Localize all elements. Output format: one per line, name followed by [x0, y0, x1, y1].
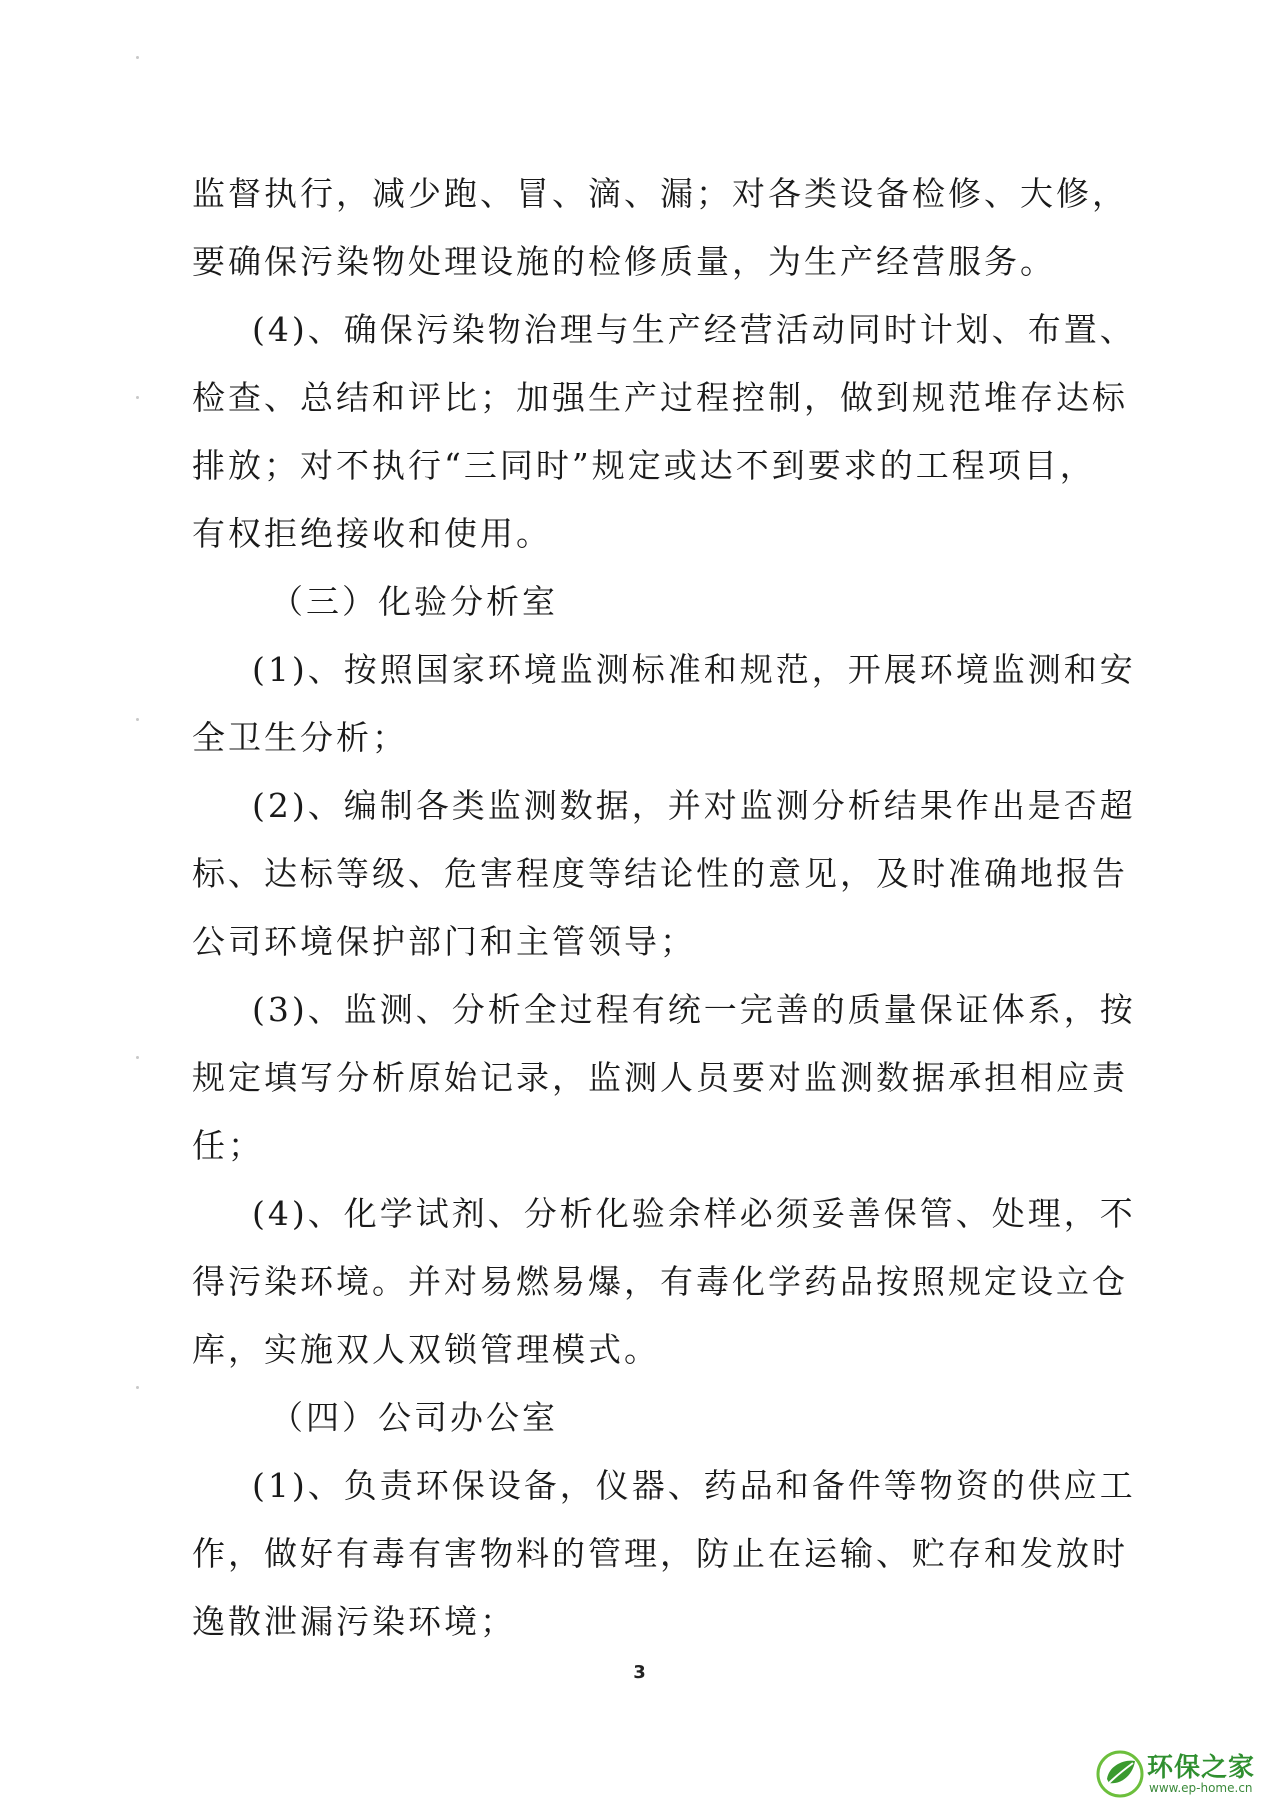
scan-speck: [136, 1056, 139, 1059]
text-line: 排放；对不执行“三同时”规定或达不到要求的工程项目，: [192, 446, 1096, 485]
scan-speck: [136, 718, 139, 721]
scan-speck: [136, 396, 139, 399]
text-line: 全卫生分析；: [192, 718, 408, 757]
paragraph-start: (2)、编制各类监测数据，并对监测分析结果作出是否超: [252, 786, 1136, 825]
text-line: 标、达标等级、危害程度等结论性的意见，及时准确地报告: [192, 854, 1128, 893]
text-line: 作，做好有毒有害物料的管理，防止在运输、贮存和发放时: [192, 1534, 1128, 1573]
text-line: 公司环境保护部门和主管领导；: [192, 922, 696, 961]
section-heading: （四）公司办公室: [270, 1398, 558, 1437]
text-line: 任；: [192, 1126, 264, 1165]
text-line: 得污染环境。并对易燃易爆，有毒化学药品按照规定设立仓: [192, 1262, 1128, 1301]
text-line: 监督执行，减少跑、冒、滴、漏；对各类设备检修、大修，: [192, 174, 1128, 213]
paragraph-start: (3)、监测、分析全过程有统一完善的质量保证体系，按: [252, 990, 1136, 1029]
page-number: 3: [633, 1662, 646, 1683]
text-line: 规定填写分析原始记录，监测人员要对监测数据承担相应责: [192, 1058, 1128, 1097]
section-heading: （三）化验分析室: [270, 582, 558, 621]
paragraph-start: (4)、化学试剂、分析化验余样必须妥善保管、处理，不: [252, 1194, 1136, 1233]
watermark-title: 环保之家: [1147, 1753, 1256, 1783]
text-line: 库，实施双人双锁管理模式。: [192, 1330, 660, 1369]
paragraph-start: (4)、确保污染物治理与生产经营活动同时计划、布置、: [252, 310, 1136, 349]
paragraph-start: (1)、按照国家环境监测标准和规范，开展环境监测和安: [252, 650, 1136, 689]
document-body: [192, 160, 1136, 1656]
leaf-logo-icon: [1095, 1749, 1145, 1799]
text-line: 有权拒绝接收和使用。: [192, 514, 552, 553]
text-line: 逸散泄漏污染环境；: [192, 1602, 516, 1641]
scan-speck: [136, 56, 139, 59]
watermark: [1095, 1745, 1265, 1803]
paragraph-start: (1)、负责环保设备，仪器、药品和备件等物资的供应工: [252, 1466, 1136, 1505]
text-line: 要确保污染物处理设施的检修质量，为生产经营服务。: [192, 242, 1056, 281]
scan-speck: [136, 1386, 139, 1389]
watermark-url: www.ep-home.cn: [1149, 1781, 1253, 1795]
text-line: 检查、总结和评比；加强生产过程控制，做到规范堆存达标: [192, 378, 1128, 417]
